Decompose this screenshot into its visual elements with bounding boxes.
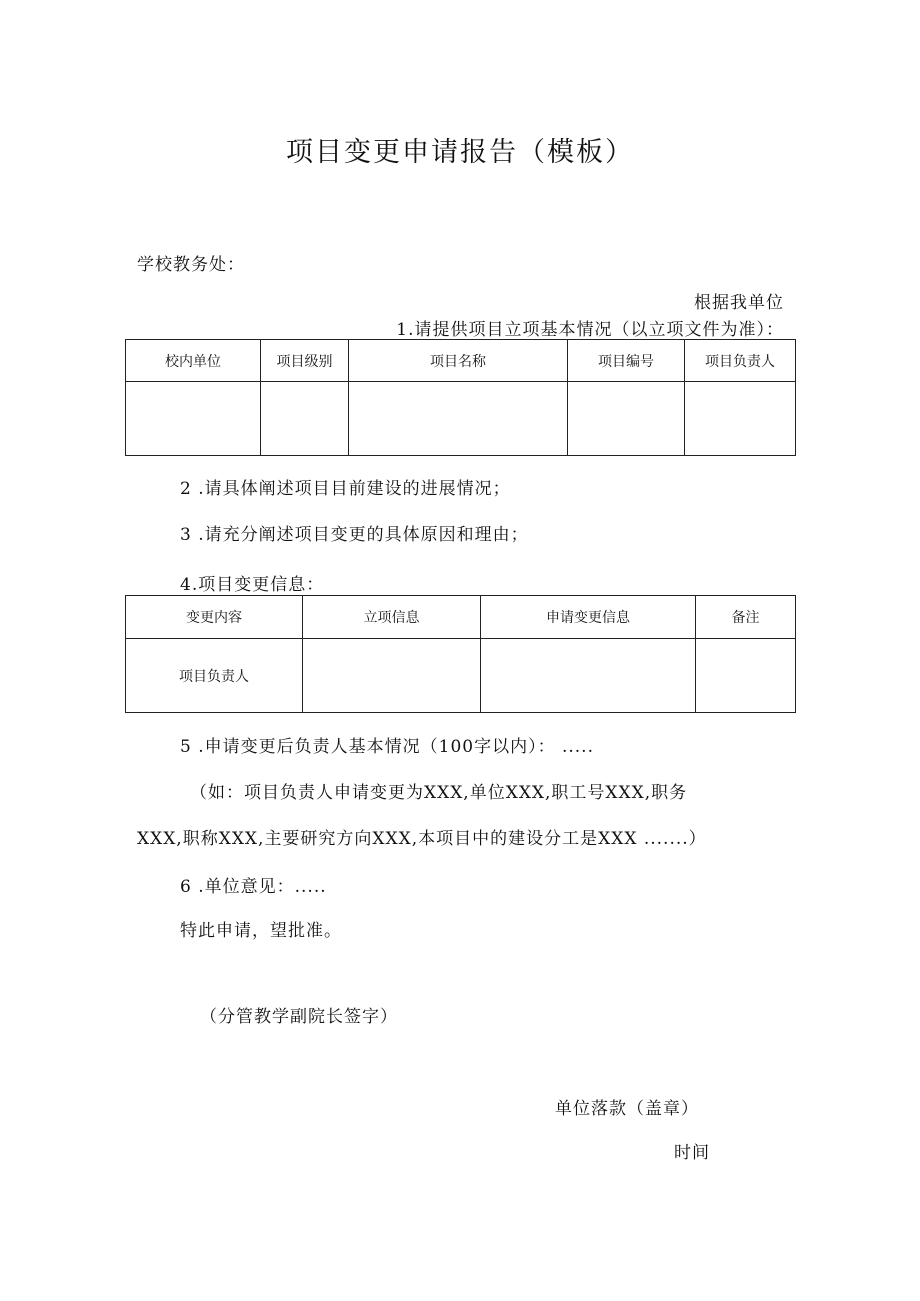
header-project-number: 项目编号	[568, 340, 685, 382]
example-line-1: （如：项目负责人申请变更为XXX,单位XXX,职工号XXX,职务	[190, 783, 688, 803]
item-4-heading: 4.项目变更信息：	[180, 575, 325, 595]
header-school-unit: 校内单位	[126, 340, 261, 382]
header-project-leader: 项目负责人	[685, 340, 796, 382]
cell-approval-info[interactable]	[303, 639, 481, 713]
header-approval-info: 立项信息	[303, 596, 481, 639]
cell-project-leader[interactable]	[685, 382, 796, 456]
cell-project-name[interactable]	[349, 382, 568, 456]
cell-change-content: 项目负责人	[126, 639, 303, 713]
time-line: 时间	[674, 1143, 710, 1163]
request-closing: 特此申请，望批准。	[180, 921, 342, 941]
example-line-2: XXX,职称XXX,主要研究方向XXX,本项目中的建设分工是XXX .......）	[137, 829, 707, 849]
cell-project-number[interactable]	[568, 382, 685, 456]
cell-requested-change[interactable]	[481, 639, 696, 713]
page-title: 项目变更申请报告（模板）	[286, 137, 634, 168]
addressee: 学校教务处：	[137, 255, 245, 275]
header-project-name: 项目名称	[349, 340, 568, 382]
header-project-level: 项目级别	[261, 340, 349, 382]
header-remarks: 备注	[696, 596, 796, 639]
item-5: 5 .申请变更后负责人基本情况（100字以内）： .....	[180, 737, 594, 757]
cell-remarks[interactable]	[696, 639, 796, 713]
project-change-info-table	[125, 595, 796, 713]
header-change-content: 变更内容	[126, 596, 303, 639]
signature-line: （分管教学副院长签字）	[200, 1007, 398, 1027]
item-2: 2 .请具体阐述项目目前建设的进展情况；	[180, 479, 511, 499]
cell-school-unit[interactable]	[126, 382, 261, 456]
item-6: 6 .单位意见：.....	[180, 877, 327, 897]
cell-project-level[interactable]	[261, 382, 349, 456]
header-requested-change: 申请变更信息	[481, 596, 696, 639]
project-basic-info-table	[125, 339, 796, 456]
item-1-heading: 1.请提供项目立项基本情况（以立项文件为准）：	[396, 320, 784, 340]
item-3: 3 .请充分阐述项目变更的具体原因和理由；	[180, 525, 529, 545]
intro-text: 根据我单位	[694, 293, 784, 313]
unit-stamp-line: 单位落款（盖章）	[555, 1099, 699, 1119]
